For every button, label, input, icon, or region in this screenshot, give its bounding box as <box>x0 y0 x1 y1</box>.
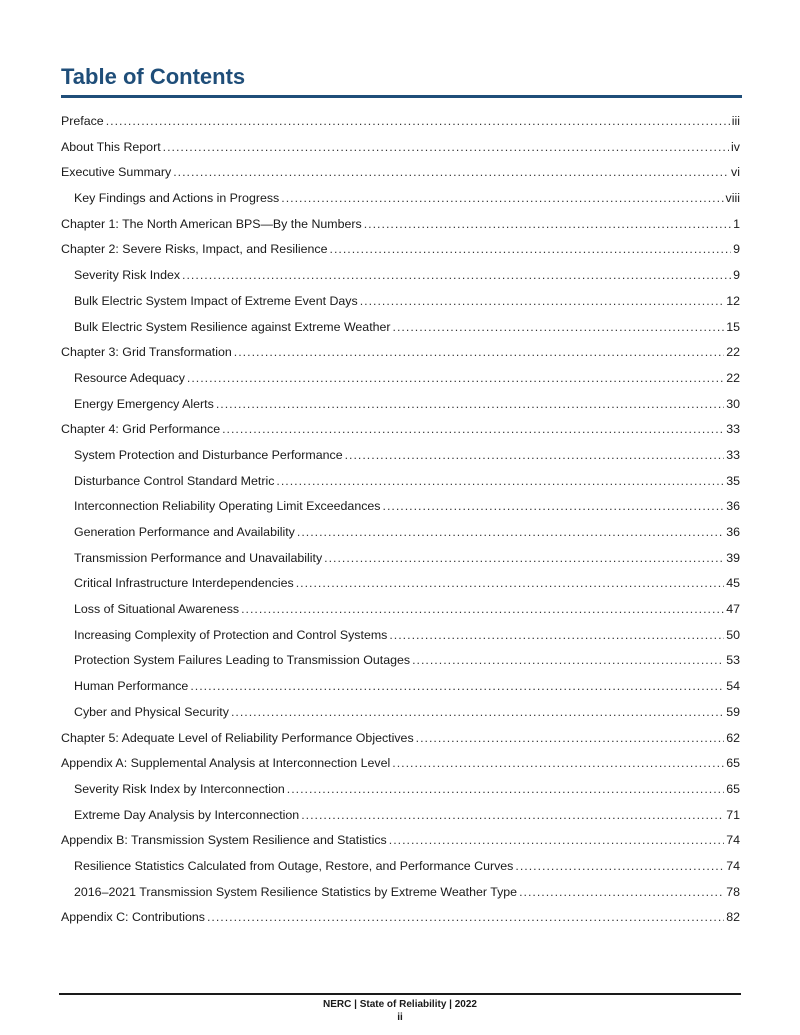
toc-entry-page-number: 65 <box>726 781 740 796</box>
toc-entry[interactable] <box>61 419 740 445</box>
toc-entry-label: Cyber and Physical Security <box>74 704 229 719</box>
toc-entry[interactable] <box>61 265 740 291</box>
toc-entry-label: Human Performance <box>74 679 189 694</box>
toc-entry-label: Severity Risk Index by Interconnection <box>74 781 285 796</box>
toc-entry-label: Transmission Performance and Unavailability <box>74 550 323 565</box>
toc-entry-page-number: 15 <box>726 319 740 334</box>
toc-entry[interactable] <box>61 650 740 676</box>
dot-leader <box>324 548 724 568</box>
toc-list <box>61 111 740 933</box>
dot-leader <box>163 137 729 157</box>
toc-entry[interactable] <box>61 676 740 702</box>
toc-entry-page-number: 47 <box>726 602 740 617</box>
dot-leader <box>182 265 731 285</box>
toc-entry-page-number: 65 <box>726 756 740 771</box>
toc-entry-page-number: 1 <box>733 216 740 231</box>
toc-entry-page-number: 22 <box>726 370 740 385</box>
toc-entry[interactable] <box>61 522 740 548</box>
toc-entry-page-number: 9 <box>733 242 740 257</box>
toc-entry[interactable] <box>61 625 740 651</box>
toc-entry[interactable] <box>61 445 740 471</box>
toc-entry-page-number: 62 <box>726 730 740 745</box>
toc-entry[interactable] <box>61 394 740 420</box>
toc-entry-page-number: 35 <box>726 473 740 488</box>
footer-divider <box>59 993 741 995</box>
dot-leader <box>241 599 724 619</box>
toc-entry-label: Chapter 1: The North American BPS—By the Numbers <box>61 216 362 231</box>
toc-entry[interactable] <box>61 573 740 599</box>
toc-entry-page-number: 74 <box>726 858 740 873</box>
toc-entry-label: Critical Infrastructure Interdependencies <box>74 576 294 591</box>
toc-entry-label: Chapter 3: Grid Transformation <box>61 345 232 360</box>
toc-entry[interactable] <box>61 111 740 137</box>
toc-entry-label: Chapter 2: Severe Risks, Impact, and Resilience <box>61 242 328 257</box>
toc-entry[interactable] <box>61 856 740 882</box>
toc-entry-label: Extreme Day Analysis by Interconnection <box>74 807 300 822</box>
dot-leader <box>276 471 724 491</box>
toc-entry[interactable] <box>61 753 740 779</box>
dot-leader <box>345 445 725 465</box>
toc-entry-label: Protection System Failures Leading to Transmission Outages <box>74 653 411 668</box>
toc-entry-page-number: 30 <box>726 396 740 411</box>
dot-leader <box>216 394 724 414</box>
toc-entry-label: Appendix B: Transmission System Resilience and Statistics <box>61 833 387 848</box>
toc-entry-label: Loss of Situational Awareness <box>74 602 240 617</box>
toc-entry-page-number: 78 <box>726 884 740 899</box>
dot-leader <box>222 419 724 439</box>
toc-entry-label: 2016–2021 Transmission System Resilience Statistics by Extreme Weather Type <box>74 884 518 899</box>
footer-page-number: ii <box>397 1012 403 1023</box>
toc-entry-label: Appendix C: Contributions <box>61 910 205 925</box>
toc-entry-label: Generation Performance and Availability <box>74 525 295 539</box>
toc-entry[interactable] <box>61 702 740 728</box>
toc-entry-label: About This Report <box>61 139 161 154</box>
toc-entry[interactable] <box>61 548 740 574</box>
toc-entry-label: Severity Risk Index <box>74 268 181 283</box>
toc-entry-page-number: 71 <box>726 807 740 822</box>
toc-entry-page-number: 53 <box>726 653 740 668</box>
toc-entry-page-number: 54 <box>726 679 740 694</box>
dot-leader <box>412 650 724 670</box>
toc-entry[interactable] <box>61 805 740 831</box>
toc-entry-label: Chapter 4: Grid Performance <box>61 422 221 437</box>
toc-entry-page-number: iii <box>731 114 740 128</box>
dot-leader <box>287 779 724 799</box>
dot-leader <box>187 368 724 388</box>
dot-leader <box>234 342 724 362</box>
dot-leader <box>515 856 724 876</box>
page-title: Table of Contents <box>61 64 246 89</box>
toc-entry[interactable] <box>61 496 740 522</box>
toc-entry-label: Energy Emergency Alerts <box>74 396 214 411</box>
toc-entry-label: Bulk Electric System Resilience against Extreme Weather <box>74 319 391 334</box>
dot-leader <box>297 522 724 542</box>
toc-entry-label: Increasing Complexity of Protection and Control Systems <box>74 627 388 642</box>
dot-leader <box>383 496 725 516</box>
toc-entry[interactable] <box>61 830 740 856</box>
dot-leader <box>519 882 724 902</box>
dot-leader <box>389 625 724 645</box>
dot-leader <box>301 805 724 825</box>
toc-entry-page-number: 74 <box>726 833 740 848</box>
toc-entry[interactable] <box>61 239 740 265</box>
dot-leader <box>296 573 725 593</box>
toc-entry[interactable] <box>61 342 740 368</box>
toc-entry-label: Chapter 5: Adequate Level of Reliability Performance Objectives <box>61 730 414 745</box>
toc-entry-page-number: 45 <box>726 576 740 591</box>
toc-entry-label: Disturbance Control Standard Metric <box>74 473 275 488</box>
toc-entry-page-number: 39 <box>726 550 740 565</box>
toc-entry-page-number: vi <box>731 165 740 180</box>
toc-entry-page-number: 82 <box>726 910 740 925</box>
toc-entry-label: Interconnection Reliability Operating Limit Exceedances <box>74 499 381 514</box>
toc-entry[interactable] <box>61 137 740 163</box>
toc-entry-label: Resource Adequacy <box>74 370 185 385</box>
toc-entry-page-number: 36 <box>726 499 740 514</box>
toc-entry[interactable] <box>61 188 740 214</box>
toc-entry-page-number: 36 <box>726 525 740 539</box>
dot-leader <box>173 162 729 182</box>
toc-entry-page-number: 22 <box>726 345 740 360</box>
dot-leader <box>393 317 725 337</box>
dot-leader <box>364 214 731 234</box>
toc-entry-page-number: 59 <box>726 704 740 719</box>
toc-entry-label: Bulk Electric System Impact of Extreme Event Days <box>74 293 358 308</box>
toc-entry-page-number: 12 <box>726 293 740 308</box>
toc-entry-label: Key Findings and Actions in Progress <box>74 191 280 206</box>
toc-entry[interactable] <box>61 471 740 497</box>
toc-entry-label: System Protection and Disturbance Performance <box>74 447 343 462</box>
toc-entry[interactable] <box>61 291 740 317</box>
toc-entry[interactable] <box>61 779 740 805</box>
dot-leader <box>281 188 723 208</box>
dot-leader <box>106 111 730 131</box>
toc-entry[interactable] <box>61 882 740 908</box>
toc-entry-page-number: 9 <box>733 268 740 283</box>
toc-entry[interactable] <box>61 728 740 754</box>
toc-entry[interactable] <box>61 368 740 394</box>
toc-entry-page-number: iv <box>731 139 740 154</box>
toc-entry-label: Resilience Statistics Calculated from Outage, Restore, and Performance Curves <box>74 858 514 873</box>
toc-entry-page-number: viii <box>725 191 740 206</box>
dot-leader <box>190 676 724 696</box>
footer-text: NERC | State of Reliability | 2022 <box>323 999 477 1010</box>
toc-entry[interactable] <box>61 317 740 343</box>
dot-leader <box>416 728 725 748</box>
dot-leader <box>207 907 724 927</box>
title-divider <box>61 95 742 98</box>
dot-leader <box>392 753 724 773</box>
toc-entry-page-number: 33 <box>726 447 740 462</box>
toc-entry-label: Executive Summary <box>61 165 172 180</box>
dot-leader <box>389 830 724 850</box>
toc-entry-page-number: 33 <box>726 422 740 437</box>
dot-leader <box>330 239 732 259</box>
toc-entry[interactable] <box>61 162 740 188</box>
dot-leader <box>231 702 724 722</box>
toc-entry[interactable] <box>61 907 740 933</box>
dot-leader <box>360 291 725 311</box>
toc-entry-label: Appendix A: Supplemental Analysis at Interconnection Level <box>61 756 391 771</box>
toc-entry-page-number: 50 <box>726 627 740 642</box>
toc-entry[interactable] <box>61 214 740 240</box>
toc-entry-label: Preface <box>61 114 104 128</box>
toc-entry[interactable] <box>61 599 740 625</box>
